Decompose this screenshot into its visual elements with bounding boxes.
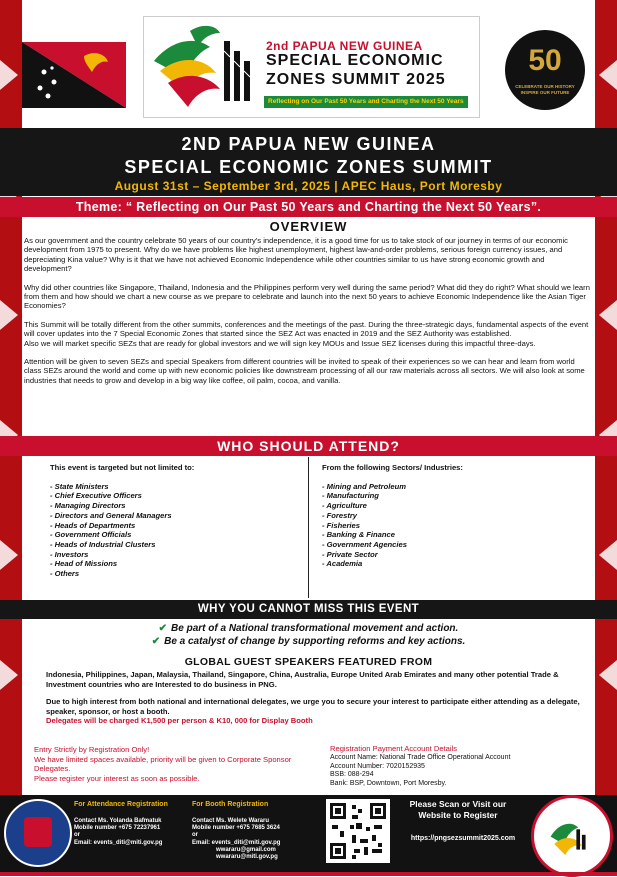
payment-details	[330, 745, 590, 789]
booth-email-3[interactable]: wwararu@miti.gov.pg	[216, 854, 278, 861]
main-panel	[22, 0, 595, 800]
column-divider	[308, 457, 309, 598]
left-pattern-border	[0, 0, 22, 800]
target-intro: This event is targeted but not limited to:	[50, 463, 195, 472]
list-item: - Private Sector	[322, 549, 378, 559]
list-item: - Government Agencies	[322, 539, 407, 549]
attendance-email[interactable]: Email: events_diti@miti.gov.pg	[74, 839, 163, 846]
list-item: - Managing Directors	[50, 501, 126, 511]
booth-email-2[interactable]: wwararu@gmail.com	[216, 846, 276, 853]
booth-heading: For Booth Registration	[192, 801, 269, 808]
payment-heading: Registration Payment Account Details	[330, 744, 458, 753]
event-dates: August 31st – September 3rd, 2025 | APEC Haus, Port Moresby	[114, 179, 503, 193]
list-item: - Mining and Petroleum	[322, 481, 406, 491]
delegate-charges: Delegates will be charged K1,500 per person & K10, 000 for Display Booth	[46, 716, 313, 726]
png-flag-icon	[22, 42, 126, 108]
list-item: - State Ministers	[50, 481, 109, 491]
guest-speakers-text	[46, 670, 586, 734]
list-item: - Investors	[50, 549, 89, 559]
logo-line-1: 2nd PAPUA NEW GUINEA	[266, 39, 423, 53]
sectors-intro: From the following Sectors/ Industries:	[322, 463, 463, 472]
logo-tagline: Reflecting on Our Past 50 Years and Charting the Next 50 Years	[264, 96, 468, 108]
booth-or: or	[192, 832, 198, 839]
booth-email-1[interactable]: Email: events_diti@miti.gov.pg	[192, 839, 281, 846]
target-audience	[50, 463, 300, 579]
checkmark-icon: ✔	[158, 623, 168, 634]
list-item: - Forestry	[322, 510, 358, 520]
logo-line-3: ZONES SUMMIT 2025	[266, 71, 446, 88]
title-line-2: SPECIAL ECONOMIC ZONES SUMMIT	[124, 157, 493, 177]
attendance-mobile: Mobile number +675 72237961	[74, 825, 161, 832]
footer	[0, 795, 617, 876]
why-point-1	[22, 622, 595, 635]
why-points	[22, 622, 595, 648]
list-item: - Directors and General Managers	[50, 510, 172, 520]
bottom-strip	[0, 872, 617, 876]
overview-p2: Why did other countries like Singapore, Thailand, Indonesia and the Philippines perform very well during the same period? What did they do right? What should we learn from them and how should we chart a new course as we prepare to celebrate and launch into the next 50 years to achieve Economic Independence like the Asian Tiger Economies?	[24, 282, 590, 311]
overview-p3b: Also we will market specific SEZs that are ready for global investors and we will sign key MOUs and Issue SEZ licenses during this impactful three-days.	[24, 338, 536, 348]
list-item: - Chief Executive Officers	[50, 491, 142, 501]
registration-line-2: We have limited spaces available, priority will be given to Corporate Sponsor Delegates.	[34, 754, 292, 774]
registration-line-1: Entry Strictly by Registration Only!	[34, 745, 150, 754]
registration-line-3: Please register your interest as soon as possible.	[34, 773, 200, 783]
list-item: - Manufacturing	[322, 491, 379, 501]
title-line-1: 2ND PAPUA NEW GUINEA	[181, 134, 436, 154]
guest-urge: Due to high interest from both national and international delegates, we urge you to secure your interest to participate either attending as a delegate, speaker, sponsor, or host a booth.	[46, 697, 580, 716]
list-item: - Government Officials	[50, 530, 132, 540]
qr-code-icon[interactable]	[326, 799, 390, 863]
summit-logo-mark-icon	[150, 21, 260, 113]
attendance-contact: Contact Ms. Yolanda Bafmatuk	[74, 818, 162, 824]
list-item: - Agriculture	[322, 501, 367, 511]
badge-text: CELEBRATE OUR HISTORY INSPIRE OUR FUTURE	[515, 84, 575, 95]
scan-to-register: Please Scan or Visit our Website to Register	[409, 799, 507, 820]
overview-p3: This Summit will be totally different from the other summits, conferences and the meetings of the past. During the three-strategic days, fundamental aspects of the event will cover updates into the 7 Special Economic Zones that started since the SEZ Act was enacted in 2019 and the SEZ Authority was established.	[24, 319, 589, 339]
attendance-registration	[74, 801, 194, 847]
list-item: - Fisheries	[322, 520, 360, 530]
list-item: - Academia	[322, 559, 363, 569]
50-years-badge	[505, 30, 585, 110]
title-block	[0, 128, 617, 196]
header	[22, 0, 595, 128]
sectors	[322, 463, 572, 569]
why-heading: WHY YOU CANNOT MISS THIS EVENT	[0, 600, 617, 619]
sectors-list	[322, 482, 572, 569]
guest-countries: Indonesia, Philippines, Japan, Malaysia, Thailand, Singapore, China, Australia, Europe United Arab Emirates and many other potential Trade & Investment countries who are Interested to do business in PNG.	[46, 670, 559, 689]
overview-p4: Attention will be given to seven SEZs and special Speakers from different countries will be invited to speak of their experiences so we can hear and learn from world class SEZs around the world and come up with new economic policies like downstream processing of all our raw materials across all sectors. We will also look at some industries that needs to grow and develop in a big way like coffee, oil palm, cocoa, and vanilla.	[24, 357, 585, 385]
overview-heading: OVERVIEW	[269, 219, 348, 234]
account-number: Account Number: 7020152935	[330, 762, 425, 770]
account-bsb: BSB: 088-294	[330, 771, 374, 779]
summit-badge-icon	[531, 795, 613, 877]
website-link[interactable]: https://pngsezsummit2025.com	[410, 835, 516, 842]
list-item: - Heads of Departments	[50, 520, 136, 530]
overview-text	[24, 236, 594, 394]
registration-notice	[34, 745, 304, 783]
theme-banner: Theme: “ Reflecting on Our Past 50 Years and Charting the Next 50 Years”.	[0, 197, 617, 217]
why-point-2	[22, 635, 595, 648]
summit-logo	[143, 16, 480, 118]
why-point-2-text: Be a catalyst of change by supporting reforms and key actions.	[164, 636, 466, 647]
overview-p1: As our government and the country celebrate 50 years of our country’s independence, it is a good time for us to take stock of our journey in terms of our economic development from 1975 to present. Why do we have problems like highest unemployment, highest law-and-order problems, serious foreign currency issues, and depreciating Kina value? Why is it that we have not achieved Economic Independence while other countries similar to us have strong economic growth and development?	[24, 236, 568, 274]
badge-number: 50	[528, 44, 562, 77]
account-bank: Bank: BSP, Downtown, Port Moresby.	[330, 780, 447, 788]
ministry-seal-icon	[4, 799, 72, 867]
right-pattern-border	[595, 0, 617, 800]
attendee-columns	[22, 457, 595, 598]
list-item: - Banking & Finance	[322, 530, 395, 540]
logo-line-2: SPECIAL ECONOMIC	[266, 52, 444, 69]
why-point-1-text: Be part of a National transformational movement and action.	[171, 623, 459, 634]
booth-contact: Contact Ms. Welete Wararu	[192, 818, 270, 824]
booth-registration	[192, 801, 312, 861]
attendance-heading: For Attendance Registration	[74, 801, 168, 808]
account-name: Account Name: National Trade Office Operational Account	[330, 753, 511, 761]
list-item: - Head of Missions	[50, 559, 118, 569]
guest-speakers-heading: GLOBAL GUEST SPEAKERS FEATURED FROM	[184, 656, 433, 668]
target-list	[50, 482, 300, 579]
booth-mobile: Mobile number +675 7685 3624	[192, 825, 280, 832]
list-item: - Heads of Industrial Clusters	[50, 539, 156, 549]
who-should-attend-heading: WHO SHOULD ATTEND?	[0, 436, 617, 456]
attendance-or: or	[74, 832, 80, 839]
list-item: - Others	[50, 569, 80, 579]
checkmark-icon: ✔	[151, 636, 161, 647]
